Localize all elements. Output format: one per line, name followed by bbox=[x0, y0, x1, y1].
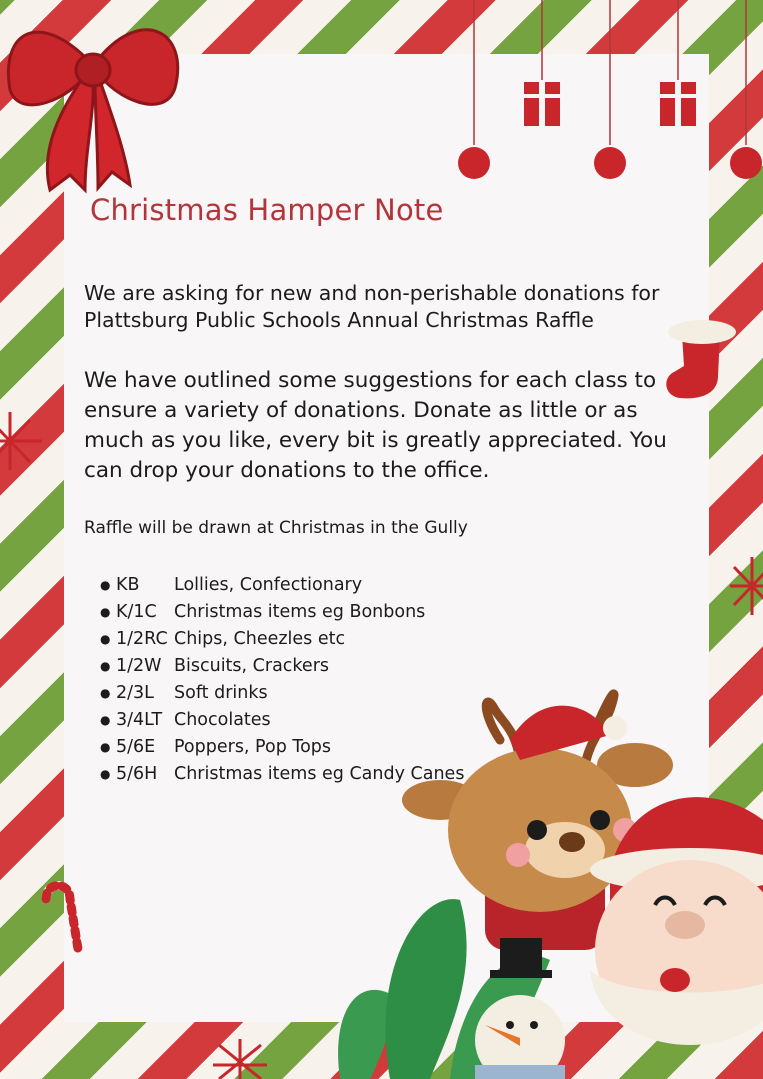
intro-paragraph: We are asking for new and non-perishable donations for Plattsburg Public Schools Annual Christmas Raffle bbox=[84, 281, 660, 333]
list-item: ● 2/3L Soft drinks bbox=[100, 680, 464, 707]
class-items: Poppers, Pop Tops bbox=[174, 737, 332, 757]
class-items: Lollies, Confectionary bbox=[174, 575, 363, 595]
class-code: 2/3L bbox=[116, 683, 154, 703]
class-code: KB bbox=[116, 575, 140, 595]
class-code: 1/2RC bbox=[116, 629, 168, 649]
list-item: ● 5/6E Poppers, Pop Tops bbox=[100, 734, 464, 761]
class-items: Christmas items eg Candy Canes bbox=[174, 764, 465, 784]
list-item: ● 5/6H Christmas items eg Candy Canes bbox=[100, 761, 464, 788]
class-code: K/1C bbox=[116, 602, 157, 622]
class-items: Chips, Cheezles etc bbox=[174, 629, 346, 649]
list-item: ● 1/2RC Chips, Cheezles etc bbox=[100, 626, 464, 653]
page-title: Christmas Hamper Note bbox=[90, 193, 444, 227]
candy-cane-icon bbox=[30, 875, 90, 955]
class-items: Soft drinks bbox=[174, 683, 268, 703]
snowflake-icon bbox=[0, 410, 44, 474]
class-items: Biscuits, Crackers bbox=[174, 656, 330, 676]
class-code: 3/4LT bbox=[116, 710, 163, 730]
class-items: Chocolates bbox=[174, 710, 271, 730]
class-items: Christmas items eg Bonbons bbox=[174, 602, 426, 622]
class-donation-list bbox=[100, 572, 464, 788]
snowflake-icon bbox=[205, 1035, 275, 1079]
snowflake-icon bbox=[730, 555, 763, 619]
class-code: 1/2W bbox=[116, 656, 162, 676]
list-item: ● KB Lollies, Confectionary bbox=[100, 572, 464, 599]
list-item: ● 3/4LT Chocolates bbox=[100, 707, 464, 734]
list-item: ● K/1C Christmas items eg Bonbons bbox=[100, 599, 464, 626]
class-code: 5/6H bbox=[116, 764, 158, 784]
class-code: 5/6E bbox=[116, 737, 156, 757]
details-paragraph: We have outlined some suggestions for each class to ensure a variety of donations. Donate as little or as much as you like, every bit is greatly appreciated. You can drop your donations to the office. bbox=[84, 368, 667, 484]
raffle-note: Raffle will be drawn at Christmas in the Gully bbox=[84, 518, 468, 538]
red-bow-icon bbox=[0, 0, 190, 195]
list-item: ● 1/2W Biscuits, Crackers bbox=[100, 653, 464, 680]
hanging-ornaments bbox=[450, 0, 763, 190]
